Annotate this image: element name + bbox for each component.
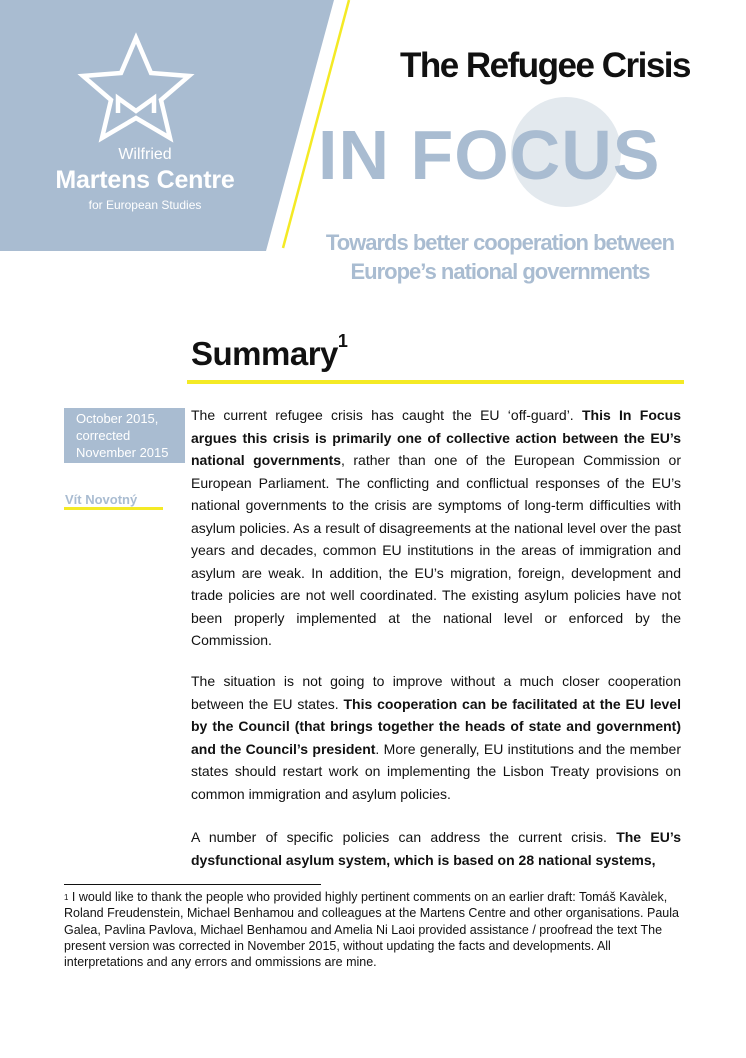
- footnote-separator: [64, 884, 321, 885]
- summary-paragraph-1: [191, 404, 681, 652]
- publication-title: The Refugee Crisis: [399, 46, 690, 85]
- subtitle-line2: Europe’s national governments: [350, 259, 650, 284]
- p3-text-a: A number of specific policies can address the current crisis.: [191, 829, 617, 845]
- p2-bold: This cooperation can be facilitated at the EU level by the Council (that brings together the heads of state and government) and the Council’s president: [191, 695, 681, 757]
- p2-text-a: The situation is not going to improve without a much closer cooperation between the EU states.: [191, 673, 681, 712]
- footnote: [64, 889, 684, 970]
- summary-heading-text: Summary: [191, 335, 338, 372]
- subtitle: [300, 228, 700, 286]
- p1-bold: This In Focus argues this crisis is primarily one of collective action between the EU’s national governments: [191, 407, 681, 468]
- summary-footnote-marker: 1: [337, 331, 348, 351]
- summary-heading: [191, 331, 348, 373]
- summary-underline: [187, 380, 684, 384]
- date-line3: November 2015: [76, 445, 169, 460]
- logo-wordmark-line2: Martens Centre: [55, 166, 235, 194]
- in-focus-wordmark: [318, 115, 660, 195]
- p1-text-c: , rather than one of the European Commission or European Parliament. The conflicting and conflictual responses of the EU’s national governments to the crisis are symptoms of long-term difficulties with asylum policies. As a result of disagreements at the national level over the past years and decades, common EU institutions in the areas of immigration and asylum are weak. In addition, the EU’s migration, foreign, development and trade policies are not well coordinated. The existing asylum policies have not been properly implemented at the national level or enforced by the Commission.: [191, 452, 681, 648]
- author-name: Vít Novotný: [65, 492, 138, 507]
- p2-text-c: . More generally, EU institutions and the member states should restart work on implementing the Lisbon Treaty provisions on common immigration and asylum policies.: [191, 740, 682, 802]
- subtitle-line1: Towards better cooperation between: [325, 230, 675, 255]
- p1-text-a: The current refugee crisis has caught the EU ‘off-guard’.: [191, 407, 582, 423]
- date-line1: October 2015,: [76, 411, 159, 426]
- footnote-text: I would like to thank the people who provided highly pertinent comments on an earlier draft: Tomáš Kavàlek, Roland Freudenstein, Michael Benhamou and colleagues at the Martens Centre and other organisations. Paula Galea, Pavlina Pavlova, Michael Benhamou and Amelia Ni Laoi provided assistance / proofread the text The present version was corrected in November 2015, without updating the facts and developments. All interpretations and any errors and ommissions are mine.: [64, 890, 679, 970]
- summary-paragraph-3: [191, 826, 681, 871]
- logo-wordmark-line3: for European Studies: [88, 198, 202, 212]
- focus-prefix: IN FO: [318, 116, 510, 194]
- summary-paragraph-2: [191, 670, 681, 805]
- footnote-marker: 1: [64, 893, 69, 902]
- date-badge: [64, 408, 185, 463]
- logo-wordmark-line1: Wilfried: [118, 146, 172, 163]
- p3-bold: The EU’s dysfunctional asylum system, which is based on 28 national systems,: [191, 829, 681, 868]
- focus-suffix: US: [561, 116, 661, 194]
- focus-mid: C: [509, 116, 562, 194]
- date-line2: corrected: [76, 428, 131, 443]
- author-underline: [64, 507, 163, 510]
